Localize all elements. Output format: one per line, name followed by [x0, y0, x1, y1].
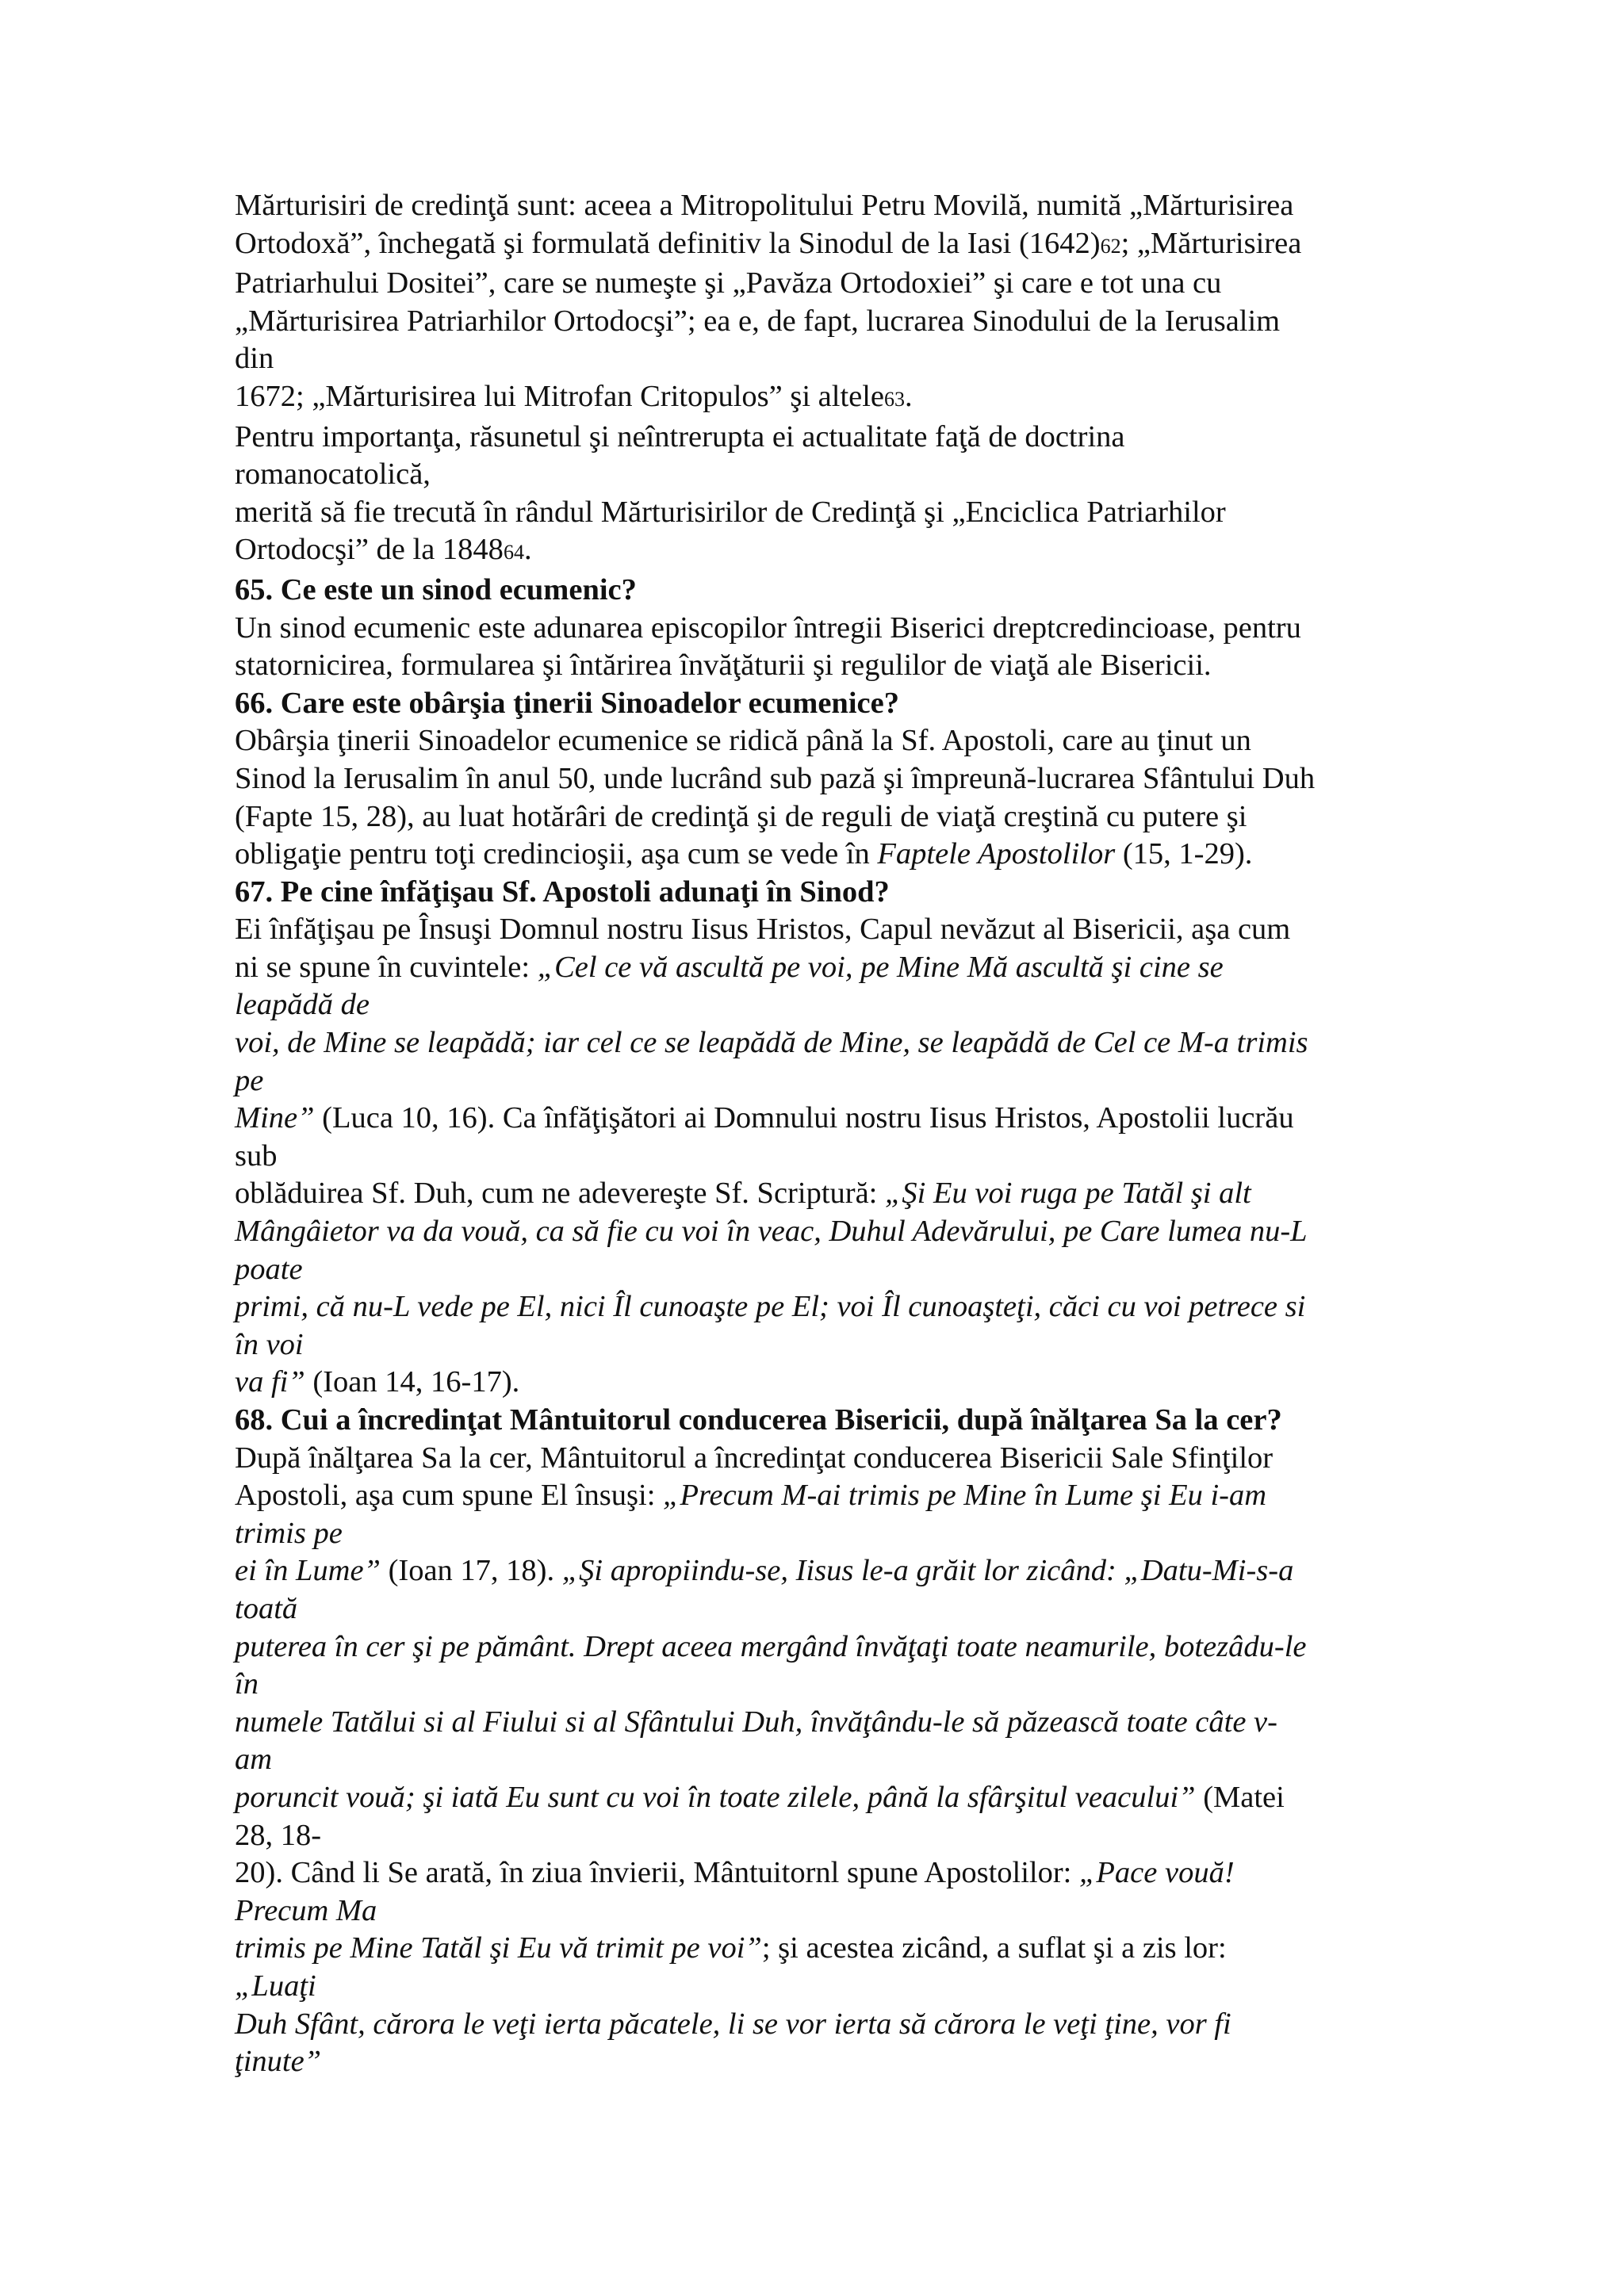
text-line [235, 1552, 1535, 1590]
text-segment: (Luca 10, 16). Ca înfăţişători ai Domnului nostru Iisus Hristos, Apostolii lucrău [314, 1101, 1294, 1135]
question-heading-67: 67. Pe cine înfăţişau Sf. Apostoli adunaţi în Sinod? [235, 874, 890, 909]
text-line [235, 531, 1535, 572]
text-line [235, 1930, 1535, 1968]
text-line: sub [235, 1138, 278, 1173]
text-segment: (Ioan 17, 18). [380, 1554, 562, 1588]
text-line [235, 1364, 1535, 1402]
question-heading-68: 68. Cui a încredinţat Mântuitorul conducerea Bisericii, după înălţarea Sa la cer? [235, 1403, 1282, 1437]
text-line: Duh Sfânt, cărora le veţi ierta păcatele, li se vor ierta să cărora le veţi ţine, vor fi [235, 2007, 1231, 2041]
text-line: trimis pe [235, 1516, 343, 1550]
italic-segment: trimis pe Mine Tatăl şi Eu vă trimit pe voi” [235, 1931, 762, 1965]
text-line: toată [235, 1591, 298, 1625]
text-line: pe [235, 1063, 264, 1097]
italic-segment: „Cel ce vă ascultă pe voi, pe Mine Mă ascultă şi cine se [537, 950, 1224, 984]
text-segment: (15, 1-29). [1115, 837, 1253, 871]
text-segment: . [523, 533, 532, 567]
text-line: poate [235, 1252, 303, 1286]
italic-segment: „Şi apropiindu-se, Iisus le-a grăit lor zicând: „Datu-Mi-s-a [561, 1554, 1294, 1588]
footnote-ref-62: 62 [1100, 234, 1121, 258]
text-line: în voi [235, 1327, 304, 1361]
text-line: (Fapte 15, 28), au luat hotărâri de credinţă şi de reguli de viaţă creştină cu putere şi [235, 799, 1247, 833]
text-line [235, 1477, 1535, 1515]
text-line: Precum Ma [235, 1893, 377, 1927]
text-line: numele Tatălui si al Fiului si al Sfântului Duh, învăţându-le să păzească toate câte v- [235, 1705, 1277, 1739]
text-segment: obligaţie pentru toţi credincioşii, aşa cum se vede în [235, 837, 878, 871]
text-line: Sinod la Ierusalim în anul 50, unde lucrând sub pază şi împreună-lucrarea Sfântului Duh [235, 761, 1316, 795]
text-line: Obârşia ţinerii Sinoadelor ecumenice se ridică până la Sf. Apostoli, care au ţinut un [235, 724, 1251, 758]
italic-segment: „Pace vouă! [1079, 1856, 1235, 1890]
text-segment: ; şi acestea zicând, a suflat şi a zis lor: [761, 1931, 1227, 1965]
text-line: puterea în cer şi pe pământ. Drept aceea mergând învăţaţi toate neamurile, botezâdu-le [235, 1629, 1307, 1663]
text-line: Pentru importanţa, răsunetul şi neîntrerupta ei actualitate faţă de doctrina [235, 419, 1125, 453]
text-line [235, 225, 1535, 266]
text-line: romanocatolică, [235, 457, 431, 492]
text-line: am [235, 1743, 273, 1777]
text-segment: Ortodoxă”, închegată şi formulată definitiv la Sinodul de la Iasi (1642) [235, 226, 1101, 260]
text-line: „Mărturisirea Patriarhilor Ortodocşi”; ea e, de fapt, lucrarea Sinodului de la Ierusalim [235, 304, 1281, 338]
text-line [235, 1854, 1535, 1892]
text-line: în [235, 1667, 259, 1701]
text-segment: (Matei [1195, 1780, 1285, 1814]
text-line [235, 1779, 1535, 1817]
text-segment: Ortodocşi” de la 1848 [235, 533, 504, 567]
text-line: După înălţarea Sa la cer, Mântuitorul a încredinţat conducerea Bisericii Sale Sfinţilor [235, 1441, 1274, 1475]
text-line [235, 1100, 1535, 1138]
text-segment: ni se spune în cuvintele: [235, 950, 538, 984]
document-page [235, 187, 1535, 2081]
text-line: statornicirea, formularea şi întărirea învăţăturii şi regulilor de viaţă ale Bisericii. [235, 649, 1212, 683]
text-line: Mărturisiri de credinţă sunt: aceea a Mitropolitului Petru Movilă, numită „Mărturisirea [235, 189, 1294, 222]
text-line: primi, că nu-L vede pe El, nici Îl cunoaşte pe El; voi Îl cunoaşteţi, căci cu voi petrece si [235, 1290, 1306, 1324]
text-line [235, 1175, 1535, 1213]
text-line: merită să fie trecută în rândul Mărturisirilor de Credinţă şi „Enciclica Patriarhilor [235, 495, 1226, 529]
text-line: „Luaţi [235, 1969, 316, 2003]
text-line: Un sinod ecumenic este adunarea episcopilor întregii Biserici dreptcredincioase, pentru [235, 610, 1301, 645]
text-segment: 1672; „Mărturisirea lui Mitrofan Critopulos” şi altele [235, 379, 885, 413]
italic-segment: Mine” [235, 1101, 315, 1135]
text-line: voi, de Mine se leapădă; iar cel ce se leapădă de Mine, se leapădă de Cel ce M-a trimis [235, 1026, 1308, 1060]
question-heading-65: 65. Ce este un sinod ecumenic? [235, 572, 637, 607]
text-segment: Apostoli, aşa cum spune El însuşi: [235, 1479, 664, 1513]
italic-segment: va fi” [235, 1365, 305, 1399]
text-line [235, 378, 1535, 419]
text-segment: oblăduirea Sf. Duh, cum ne adevereşte Sf. Scriptură: [235, 1177, 886, 1211]
italic-segment: Faptele Apostolilor [877, 837, 1116, 871]
text-line [235, 836, 1535, 874]
italic-segment: „Şi Eu voi ruga pe Tatăl şi alt [885, 1177, 1251, 1211]
text-segment: ; „Mărturisirea [1120, 226, 1302, 260]
text-line: din [235, 342, 274, 376]
text-line [235, 949, 1535, 987]
footnote-ref-64: 64 [503, 541, 524, 564]
text-line: 28, 18- [235, 1818, 322, 1852]
text-line: ţinute” [235, 2045, 322, 2079]
italic-segment: ei în Lume” [235, 1554, 381, 1588]
text-line: Mângâietor va da vouă, ca să fie cu voi în veac, Duhul Adevărului, pe Care lumea nu-L [235, 1215, 1308, 1249]
text-line: Patriarhului Dositei”, care se numeşte şi „Pavăza Ortodoxiei” şi care e tot una cu [235, 266, 1222, 300]
italic-segment: poruncit vouă; şi iată Eu sunt cu voi în toate zilele, până la sfârşitul veacului” [235, 1780, 1196, 1814]
footnote-ref-63: 63 [884, 387, 906, 411]
text-segment: . [905, 379, 913, 413]
text-segment: (Ioan 14, 16-17). [304, 1365, 520, 1399]
italic-segment: „Precum M-ai trimis pe Mine în Lume şi Eu i-am [663, 1479, 1267, 1513]
text-line: leapădă de [235, 988, 370, 1022]
text-line: Ei înfăţişau pe Însuşi Domnul nostru Iisus Hristos, Capul nevăzut al Bisericii, aşa cum [235, 913, 1291, 947]
question-heading-66: 66. Care este obârşia ţinerii Sinoadelor ecumenice? [235, 686, 899, 720]
text-segment: 20). Când li Se arată, în ziua învierii, Mântuitornl spune Apostolilor: [235, 1856, 1079, 1890]
